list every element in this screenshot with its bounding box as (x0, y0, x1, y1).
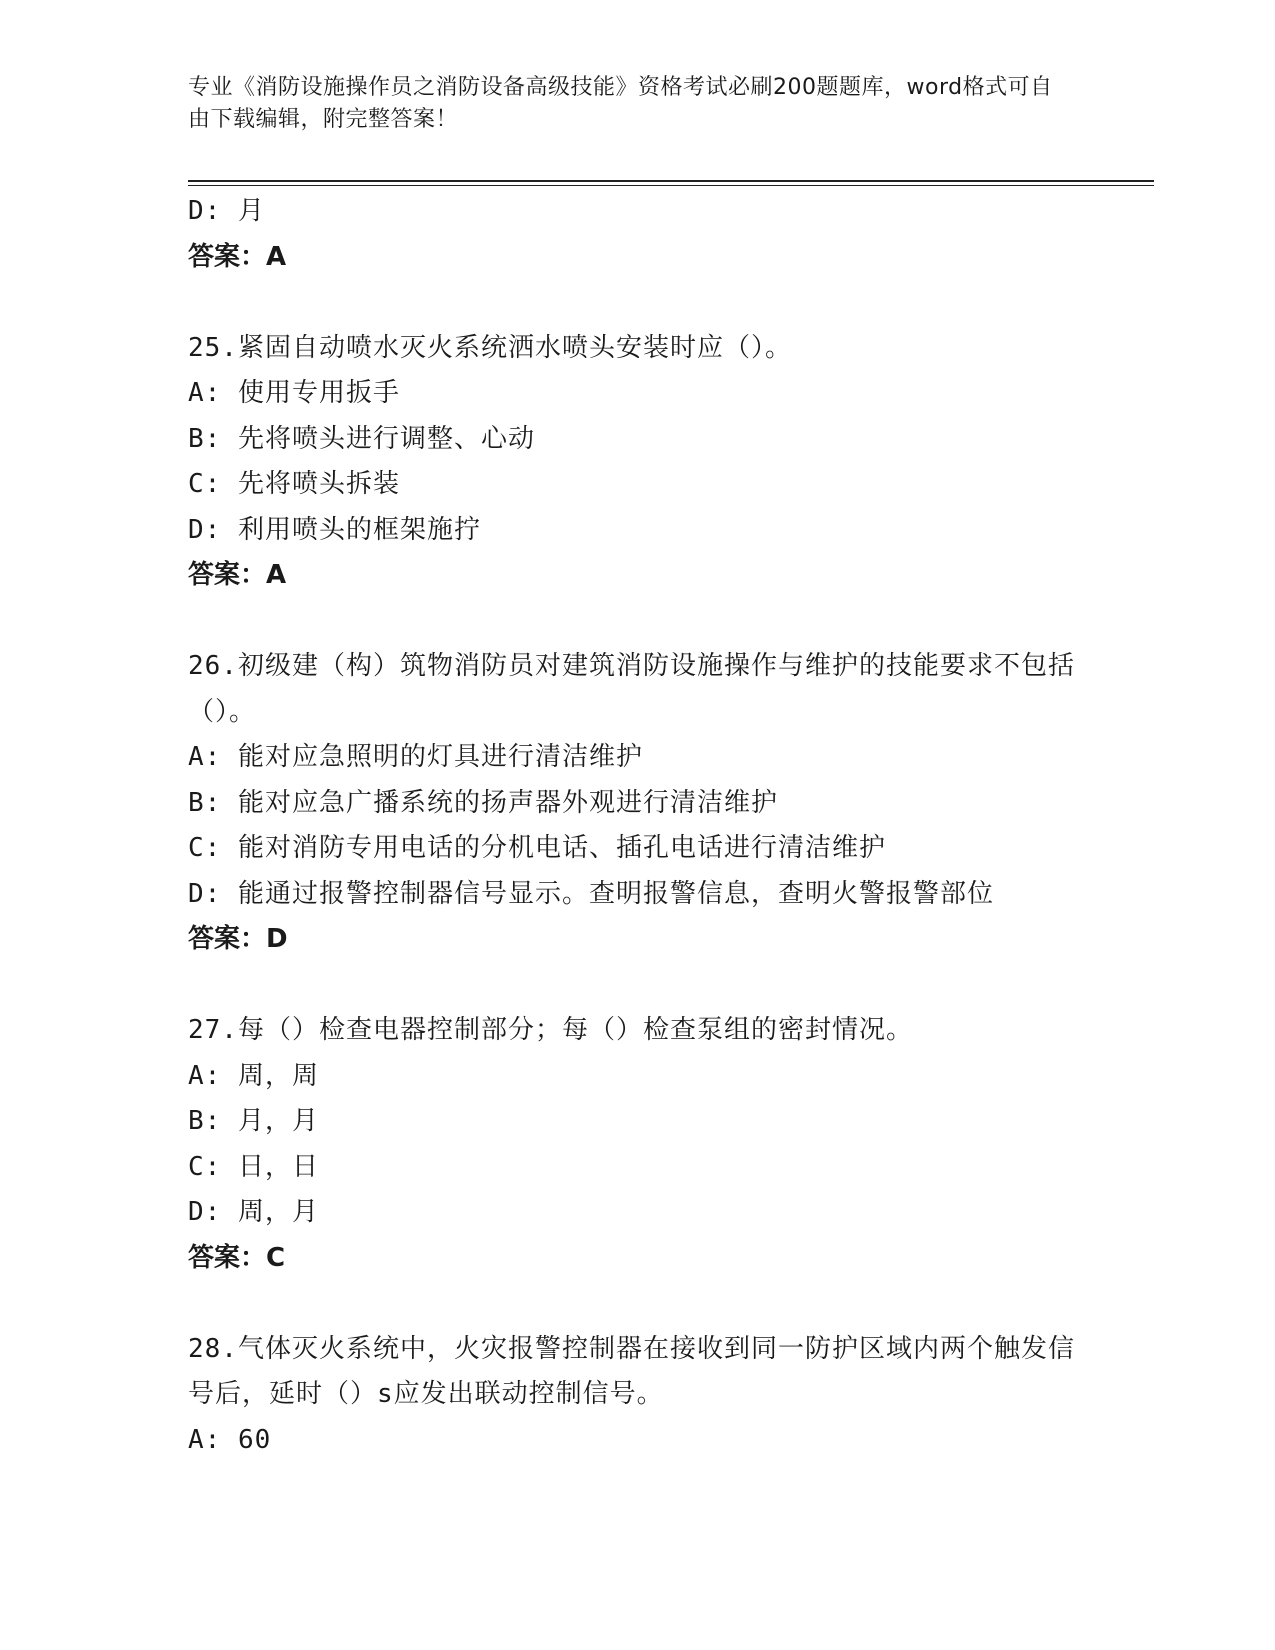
option-a: A: 周，周 (188, 1060, 319, 1091)
option-c: C: 能对消防专用电话的分机电话、插孔电话进行清洁维护 (188, 833, 886, 863)
option-d: D: 周，月 (188, 1197, 319, 1227)
answer-line: 答案：D (188, 924, 288, 954)
option-b: B: 月，月 (188, 1106, 319, 1136)
answer-line: 答案：C (188, 1242, 286, 1273)
question-28 (188, 1327, 1088, 1464)
question-stem: 28.气体灭火系统中，火灾报警控制器在接收到同一防护区域内两个触发信号后，延时（）s应发出联动控制信号。 (188, 1333, 1075, 1409)
question-stem: 27.每（）检查电器控制部分；每（）检查泵组的密封情况。 (188, 1015, 913, 1045)
option-b: B: 能对应急广播系统的扬声器外观进行清洁维护 (188, 787, 778, 818)
option-b: B: 先将喷头进行调整、心动 (188, 423, 535, 454)
question-stem: 25.紧固自动喷水灭火系统洒水喷头安装时应（）。 (188, 332, 792, 363)
question-27 (188, 1008, 1088, 1281)
answer-line: 答案：A (188, 560, 287, 590)
answer-line: 答案：A (188, 241, 287, 272)
option-c: C: 先将喷头拆装 (188, 469, 400, 499)
option-a: A: 60 (188, 1424, 272, 1455)
question-content (188, 189, 1088, 1463)
option-c: C: 日，日 (188, 1151, 319, 1182)
header-rule-thin (188, 185, 1154, 186)
option-d: D: 利用喷头的框架施拧 (188, 514, 481, 545)
option-d: D: 月 (188, 196, 265, 226)
document-header: 专业《消防设施操作员之消防设备高级技能》资格考试必刷200题题库，word格式可自由下载编辑，附完整答案！ (188, 75, 1053, 132)
question-25 (188, 326, 1088, 599)
option-a: A: 能对应急照明的灯具进行清洁维护 (188, 742, 643, 772)
option-a: A: 使用专用扳手 (188, 378, 400, 408)
question-26 (188, 644, 1088, 963)
question-stem: 26.初级建（构）筑物消防员对建筑消防设施操作与维护的技能要求不包括（）。 (188, 651, 1075, 727)
option-d: D: 能通过报警控制器信号显示。查明报警信息，查明火警报警部位 (188, 878, 994, 909)
header-rule-thick (188, 180, 1154, 182)
